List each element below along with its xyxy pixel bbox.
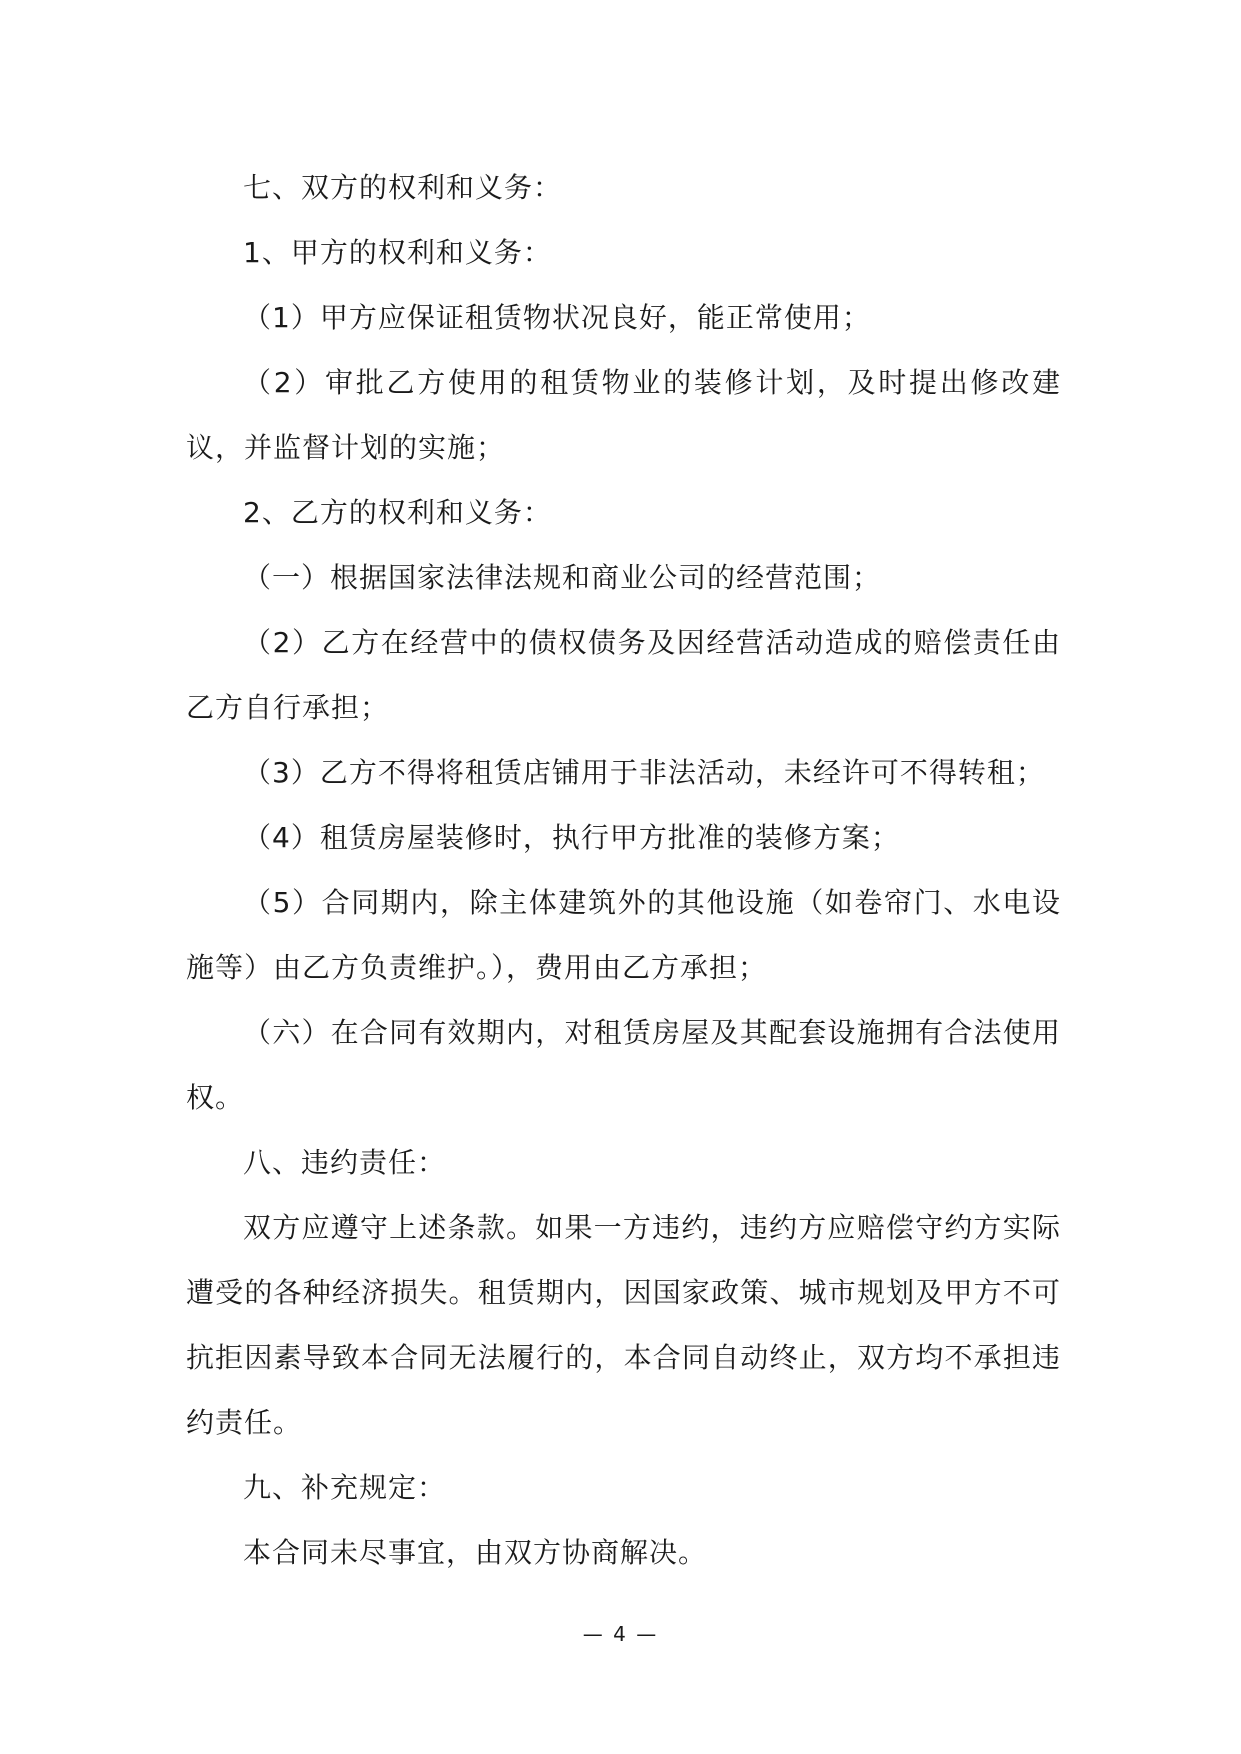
section-heading-rights-obligations: 七、双方的权利和义务：	[243, 171, 563, 204]
clause-party-a-2: （2）审批乙方使用的租赁物业的装修计划，及时提出修改建议，并监督计划的实施；	[186, 366, 1061, 464]
clause-party-b-3: （3）乙方不得将租赁店铺用于非法活动，未经许可不得转租；	[243, 756, 1045, 789]
clause-party-b-2: （2）乙方在经营中的债权债务及因经营活动造成的赔偿责任由乙方自行承担；	[186, 626, 1061, 724]
clause-party-b-4: （4）租赁房屋装修时，执行甲方批准的装修方案；	[243, 821, 900, 854]
clause-party-b-1: （一）根据国家法律法规和商业公司的经营范围；	[243, 561, 882, 594]
clause-party-b-5: （5）合同期内，除主体建筑外的其他设施（如卷帘门、水电设施等）由乙方负责维护。），费用由乙方承担；	[186, 886, 1061, 984]
clause-party-b-6: （六）在合同有效期内，对租赁房屋及其配套设施拥有合法使用权。	[186, 1016, 1061, 1114]
document-body	[186, 155, 1061, 1585]
subsection-heading-party-b: 2、乙方的权利和义务：	[243, 496, 552, 529]
section-heading-supplementary: 九、补充规定：	[243, 1471, 447, 1504]
supplementary-paragraph: 本合同未尽事宜，由双方协商解决。	[243, 1536, 708, 1569]
page-number: — 4 —	[582, 1622, 659, 1646]
subsection-heading-party-a: 1、甲方的权利和义务：	[243, 236, 552, 269]
section-heading-breach: 八、违约责任：	[243, 1146, 447, 1179]
clause-party-a-1: （1）甲方应保证租赁物状况良好，能正常使用；	[243, 301, 871, 334]
breach-paragraph: 双方应遵守上述条款。如果一方违约，违约方应赔偿守约方实际遭受的各种经济损失。租赁期内，因国家政策、城市规划及甲方不可抗拒因素导致本合同无法履行的，本合同自动终止，双方均不承担违约责任。	[186, 1211, 1061, 1439]
